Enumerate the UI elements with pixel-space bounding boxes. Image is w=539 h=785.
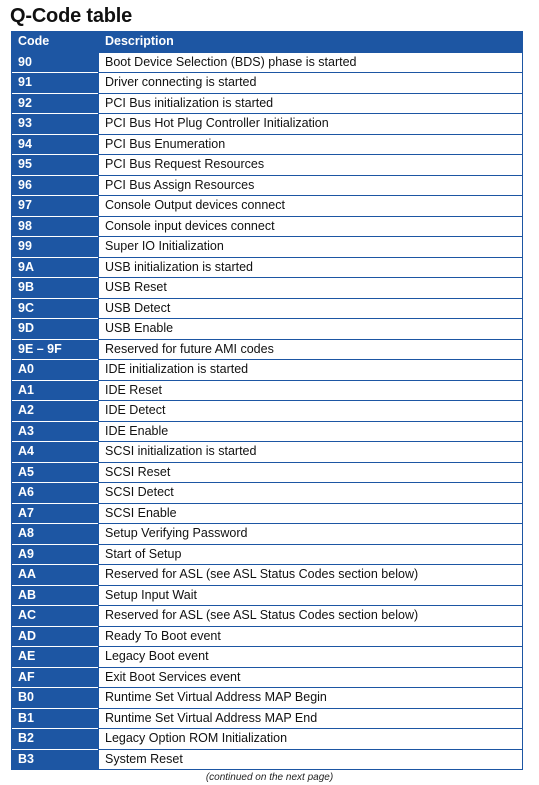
table-row (12, 278, 523, 299)
q-code-cell: 91 (12, 73, 99, 94)
description-cell: Driver connecting is started (99, 73, 523, 94)
table-row (12, 298, 523, 319)
description-cell: USB initialization is started (99, 257, 523, 278)
page-title: Q-Code table (10, 5, 133, 27)
q-code-cell: B3 (12, 749, 99, 770)
q-code-cell: A2 (12, 401, 99, 422)
description-cell: PCI Bus Request Resources (99, 155, 523, 176)
table-header-row (12, 32, 523, 53)
description-cell: PCI Bus Hot Plug Controller Initialization (99, 114, 523, 135)
table-row (12, 503, 523, 524)
table-row (12, 339, 523, 360)
description-cell: SCSI Enable (99, 503, 523, 524)
q-code-cell: A0 (12, 360, 99, 381)
description-cell: PCI Bus initialization is started (99, 93, 523, 114)
table-row (12, 73, 523, 94)
q-code-cell: 99 (12, 237, 99, 258)
table-row (12, 114, 523, 135)
description-cell: Console input devices connect (99, 216, 523, 237)
q-code-cell: 9A (12, 257, 99, 278)
table-row (12, 134, 523, 155)
q-code-cell: 9B (12, 278, 99, 299)
table-row (12, 749, 523, 770)
description-cell: System Reset (99, 749, 523, 770)
description-cell: Reserved for future AMI codes (99, 339, 523, 360)
q-code-cell: A8 (12, 524, 99, 545)
q-code-cell: A3 (12, 421, 99, 442)
q-code-cell: A1 (12, 380, 99, 401)
q-code-cell: 9C (12, 298, 99, 319)
description-cell: Exit Boot Services event (99, 667, 523, 688)
description-cell: IDE Detect (99, 401, 523, 422)
description-cell: Legacy Boot event (99, 647, 523, 668)
table-row (12, 360, 523, 381)
q-code-cell: B1 (12, 708, 99, 729)
table-row (12, 93, 523, 114)
description-cell: Reserved for ASL (see ASL Status Codes section below) (99, 606, 523, 627)
table-row (12, 544, 523, 565)
description-cell: Setup Input Wait (99, 585, 523, 606)
q-code-cell: A6 (12, 483, 99, 504)
q-code-cell: 9D (12, 319, 99, 340)
description-cell: Console Output devices connect (99, 196, 523, 217)
q-code-cell: A4 (12, 442, 99, 463)
q-code-cell: A7 (12, 503, 99, 524)
description-cell: SCSI Reset (99, 462, 523, 483)
q-code-cell: AC (12, 606, 99, 627)
description-cell: Start of Setup (99, 544, 523, 565)
description-cell: IDE initialization is started (99, 360, 523, 381)
table-header (12, 32, 523, 53)
q-code-cell: 96 (12, 175, 99, 196)
q-code-cell: AB (12, 585, 99, 606)
table-row (12, 155, 523, 176)
table-body (12, 52, 523, 770)
description-cell: PCI Bus Assign Resources (99, 175, 523, 196)
table-row (12, 524, 523, 545)
table-row (12, 319, 523, 340)
table-row (12, 729, 523, 750)
description-cell: SCSI Detect (99, 483, 523, 504)
table-row (12, 708, 523, 729)
table-row (12, 401, 523, 422)
q-code-cell: 90 (12, 52, 99, 73)
q-code-cell: AE (12, 647, 99, 668)
q-code-cell: AF (12, 667, 99, 688)
table-row (12, 606, 523, 627)
q-code-cell: A5 (12, 462, 99, 483)
table-row (12, 216, 523, 237)
table-row (12, 585, 523, 606)
description-cell: Setup Verifying Password (99, 524, 523, 545)
table-row (12, 196, 523, 217)
table-row (12, 421, 523, 442)
q-code-cell: 94 (12, 134, 99, 155)
table-row (12, 565, 523, 586)
description-cell: Runtime Set Virtual Address MAP End (99, 708, 523, 729)
description-cell: Runtime Set Virtual Address MAP Begin (99, 688, 523, 709)
description-cell: Reserved for ASL (see ASL Status Codes section below) (99, 565, 523, 586)
description-cell: USB Enable (99, 319, 523, 340)
description-cell: IDE Reset (99, 380, 523, 401)
table-row (12, 52, 523, 73)
table-row (12, 257, 523, 278)
description-cell: Ready To Boot event (99, 626, 523, 647)
q-code-table (11, 31, 523, 770)
q-code-cell: 95 (12, 155, 99, 176)
description-cell: USB Detect (99, 298, 523, 319)
q-code-cell: AD (12, 626, 99, 647)
column-header-code: Code (12, 32, 99, 53)
table-row (12, 688, 523, 709)
q-code-cell: 92 (12, 93, 99, 114)
q-code-cell: A9 (12, 544, 99, 565)
description-cell: USB Reset (99, 278, 523, 299)
table-row (12, 380, 523, 401)
description-cell: IDE Enable (99, 421, 523, 442)
q-code-cell: AA (12, 565, 99, 586)
table-row (12, 647, 523, 668)
q-code-cell: B2 (12, 729, 99, 750)
q-code-cell: B0 (12, 688, 99, 709)
q-code-cell: 93 (12, 114, 99, 135)
table-row (12, 483, 523, 504)
column-header-description: Description (99, 32, 523, 53)
q-code-cell: 98 (12, 216, 99, 237)
q-code-cell: 9E – 9F (12, 339, 99, 360)
description-cell: SCSI initialization is started (99, 442, 523, 463)
table-row (12, 442, 523, 463)
table-row (12, 175, 523, 196)
q-code-cell: 97 (12, 196, 99, 217)
table-row (12, 462, 523, 483)
description-cell: Super IO Initialization (99, 237, 523, 258)
description-cell: Boot Device Selection (BDS) phase is started (99, 52, 523, 73)
description-cell: Legacy Option ROM Initialization (99, 729, 523, 750)
table-row (12, 626, 523, 647)
continued-note: (continued on the next page) (205, 772, 334, 783)
description-cell: PCI Bus Enumeration (99, 134, 523, 155)
table-row (12, 667, 523, 688)
table-row (12, 237, 523, 258)
